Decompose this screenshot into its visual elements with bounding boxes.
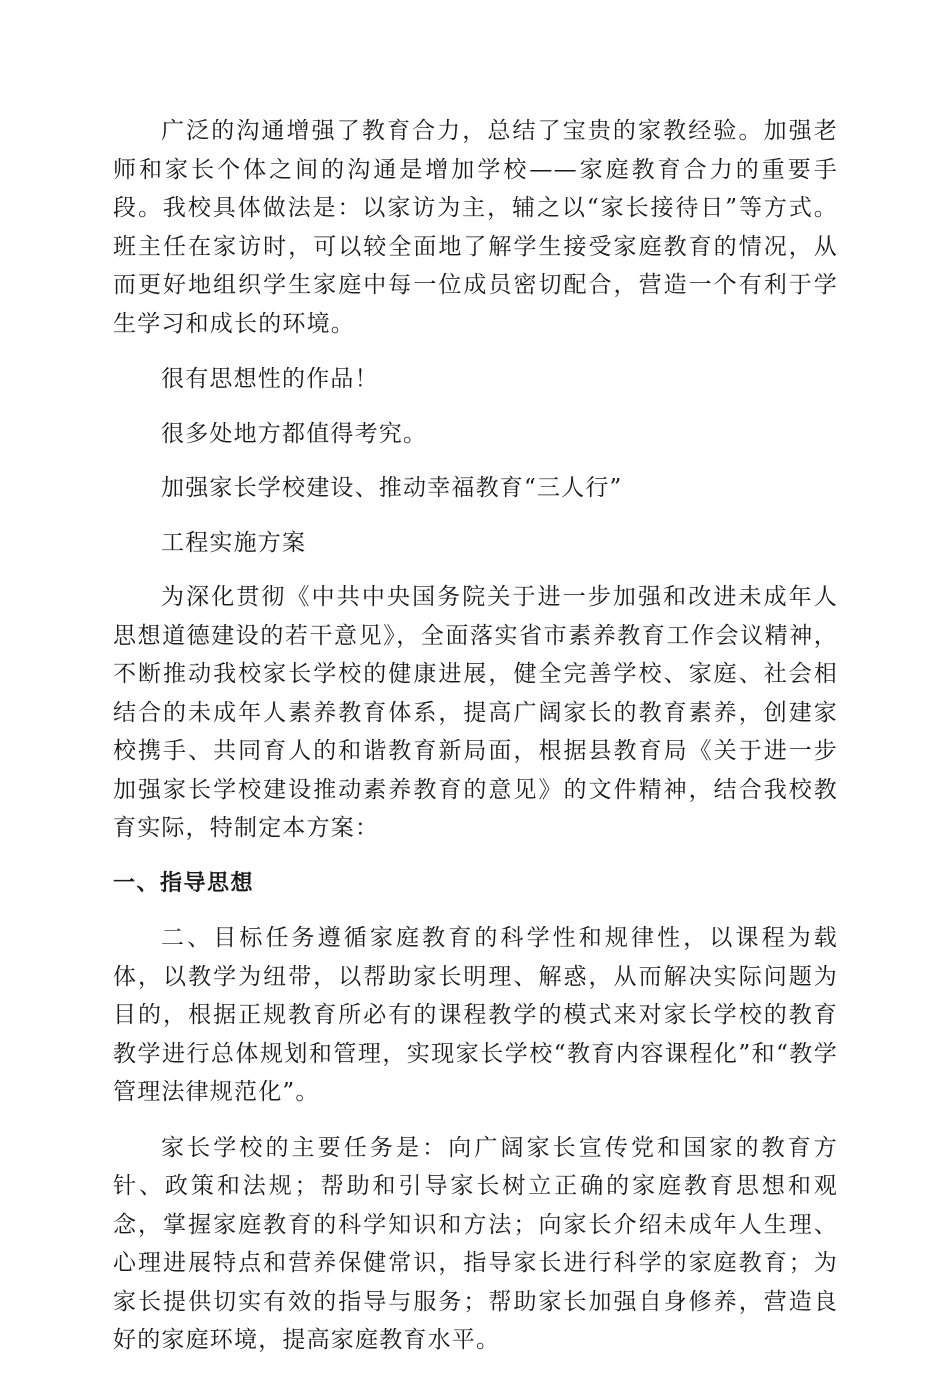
section-heading-guiding-ideology: 一、指导思想	[113, 870, 255, 896]
paragraph-main-tasks: 家长学校的主要任务是：向广阔家长宣传党和国家的教育方针、政策和法规；帮助和引导家长树立正确的家庭教育思想和观念，掌握家庭教育的科学知识和方法；向家长介绍未成年人生理、心理进展特点和营养保健常识，指导家长进行科学的家庭教育；为家长提供切实有效的指导与服务；帮助家长加强自身修养，营造良好的家庭环境，提高家庭教育水平。	[113, 1134, 838, 1353]
paragraph-communication: 广泛的沟通增强了教育合力，总结了宝贵的家教经验。加强老师和家长个体之间的沟通是增加学校——家庭教育合力的重要手段。我校具体做法是：以家访为主，辅之以“家长接待日”等方式。班主任在家访时，可以较全面地了解学生接受家庭教育的情况，从而更好地组织学生家庭中每一位成员密切配合，营造一个有利于学生学习和成长的环境。	[113, 118, 838, 337]
paragraph-objectives: 二、目标任务遵循家庭教育的科学性和规律性，以课程为载体，以教学为纽带，以帮助家长明理、解惑，从而解决实际问题为目的，根据正规教育所必有的课程教学的模式来对家长学校的教育教学进行总体规划和管理，实现家长学校“教育内容课程化”和“教学管理法律规范化”。	[113, 925, 838, 1105]
document-title: 加强家长学校建设、推动幸福教育“三人行”	[161, 475, 623, 501]
document-subtitle: 工程实施方案	[161, 529, 307, 556]
comment-thoughtful: 很有思想性的作品！	[161, 366, 379, 392]
document-page	[113, 112, 838, 1377]
paragraph-purpose: 为深化贯彻《中共中央国务院关于进一步加强和改进未成年人思想道德建设的若干意见》，全面落实省市素养教育工作会议精神，不断推动我校家长学校的健康进展，健全完善学校、家庭、社会相结合的未成年人素养教育体系，提高广阔家长的教育素养，创建家校携手、共同育人的和谐教育新局面，根据县教育局《关于进一步加强家长学校建设推动素养教育的意见》的文件精神，结合我校教育实际，特制定本方案：	[113, 584, 838, 841]
comment-worth-studying: 很多处地方都值得考究。	[161, 420, 428, 447]
